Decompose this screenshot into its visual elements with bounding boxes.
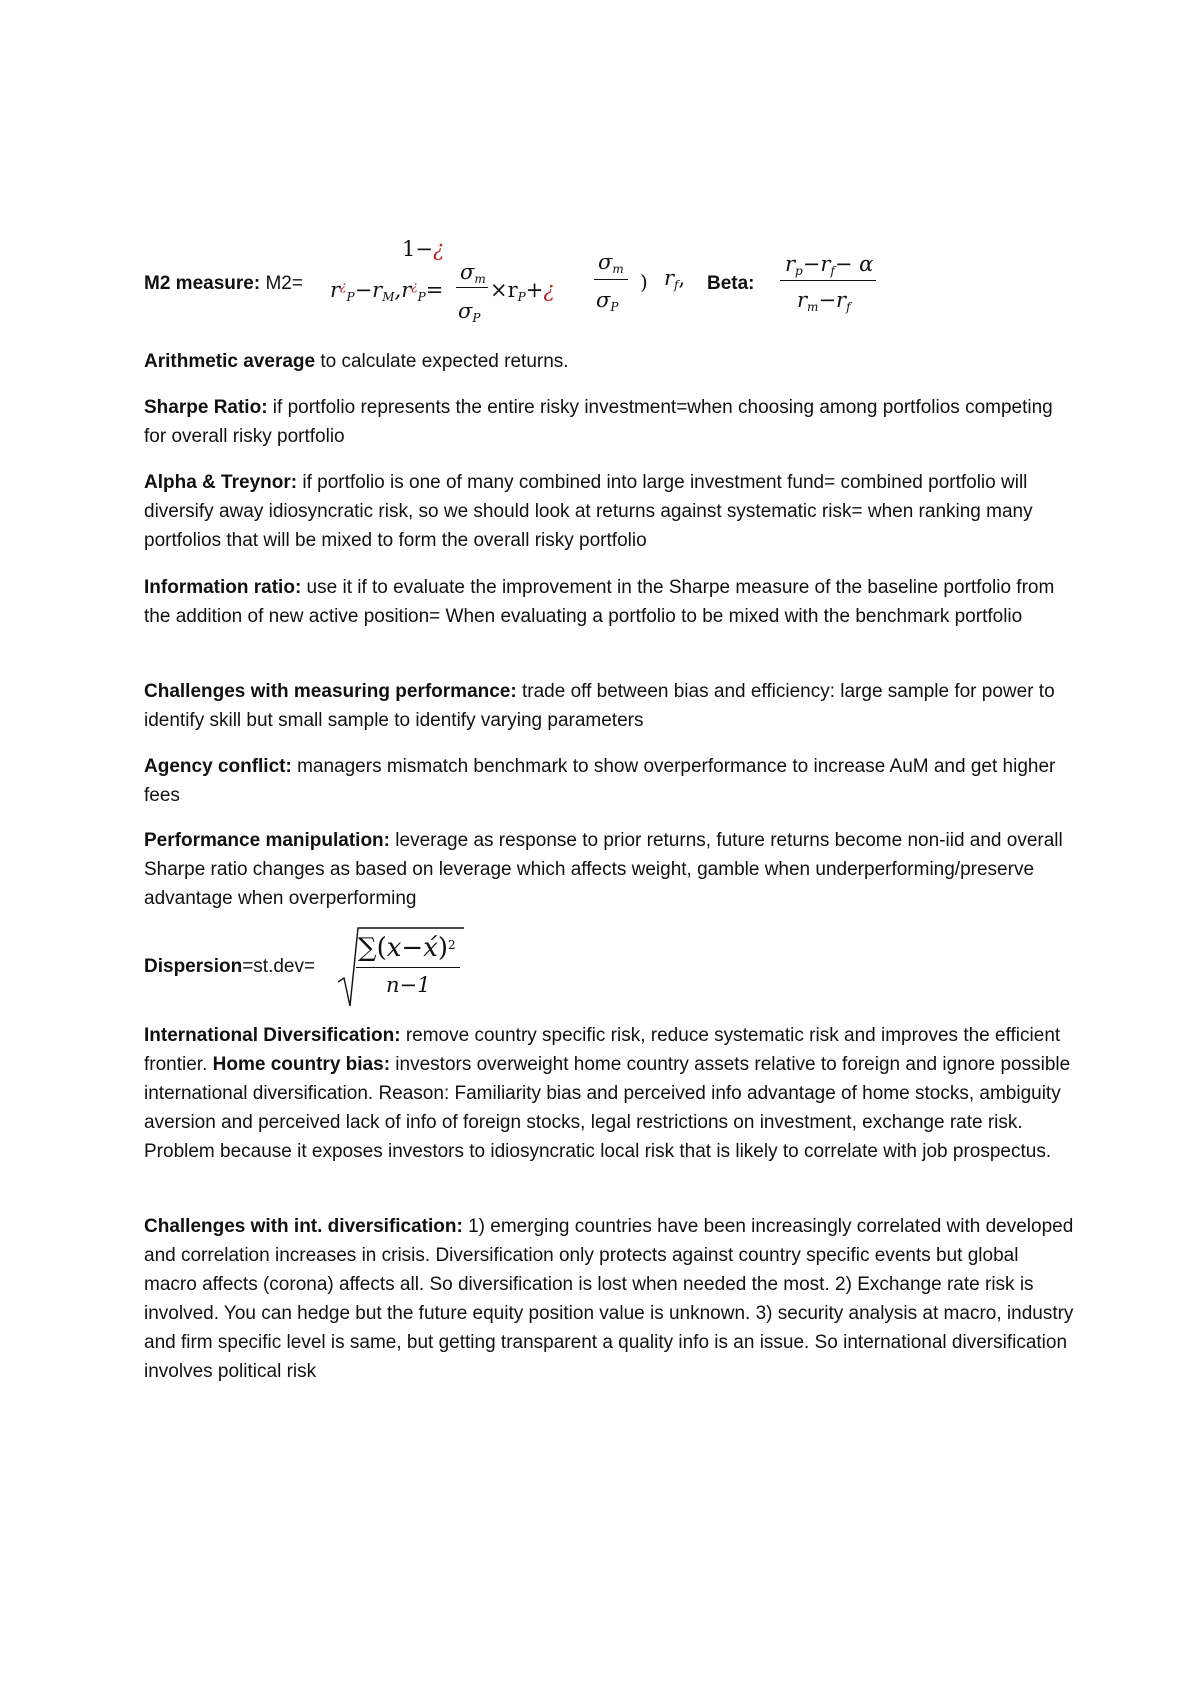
paragraph-international-diversification: International Diversification: remove country specific risk, reduce systematic risk and improves the efficient frontier. Home country bias: investors overweight home country assets relative to foreign and ignore possible international diversification. Reason: Familiarity bias and perceived info advantage of home stocks, ambiguity aversion and perceived lack of info of foreign stocks, legal restrictions on investment, exchange rate risk. Problem because it exposes investors to idiosyncratic local risk that is likely to correlate with job prospectus. <box>144 1025 1071 1162</box>
m2-close-paren: ) <box>640 270 648 294</box>
paragraph-sharpe-ratio: Sharpe Ratio: if portfolio represents the entire risky investment=when choosing among portfolios competing for overall risky portfolio <box>144 397 1053 447</box>
m2-rf: $r_f$, <box>664 266 686 292</box>
beta-numerator: $r_p-r_f- \alpha$ <box>785 252 874 278</box>
paragraph-information-ratio: Information ratio: use it if to evaluate the improvement in the Sharpe measure of the baseline portfolio from the addition of new active position= When evaluating a portfolio to be mixed with the benchmark portfolio <box>144 577 1055 627</box>
m2-fraction1-numerator: $\sigma_m$ <box>460 260 486 286</box>
beta-fraction-bar <box>780 280 876 281</box>
paragraph-alpha-treynor: Alpha & Treynor: if portfolio is one of many combined into large investment fund= combined portfolio will diversify away idiosyncratic risk, so we should look at returns against systematic risk= when ranking many portfolios that will be mixed to form the overall risky portfolio <box>144 472 1033 551</box>
paragraph-agency-conflict: Agency conflict: managers mismatch benchmark to show overperformance to increase AuM and get higher fees <box>144 756 1056 806</box>
m2-fraction1-denominator: $\sigma_P$ <box>458 299 481 325</box>
m2-label: M2 measure: M2= <box>144 273 303 294</box>
beta-denominator: $r_m-r_f$ <box>797 288 851 314</box>
m2-fraction1-bar <box>456 287 488 288</box>
dispersion-numerator: ∑(x−x́)$^2$ <box>358 933 456 963</box>
paragraph-performance-manipulation: Performance manipulation: leverage as response to prior returns, future returns become non-iid and overall Sharpe ratio changes as based on leverage which affects weight, gamble when underperforming/preserve advantage when overperforming <box>144 830 1063 909</box>
dispersion-fraction-bar <box>356 967 460 968</box>
paragraph-challenges-int-diversification: Challenges with int. diversification: 1) emerging countries have been increasingly correlated with developed and correlation increases in crisis. Diversification only protects against country specific events but global macro affects (corona) affects all. So diversification is lost when needed the most. 2) Exchange rate risk is involved. You can hedge but the future equity position value is unknown. 3) security analysis at macro, industry and firm specific level is same, but getting transparent a quality info is an issue. So international diversification involves political risk <box>144 1216 1074 1382</box>
dispersion-label: Dispersion=st.dev= <box>144 956 316 977</box>
paragraph-challenges-measuring: Challenges with measuring performance: trade off between bias and efficiency: large sample for power to identify skill but small sample to identify varying parameters <box>144 681 1055 731</box>
beta-label: Beta: <box>707 273 755 294</box>
m2-times-rp: $\times r_P+¿$ <box>490 278 555 304</box>
m2-fraction2-numerator: $\sigma_m$ <box>598 250 624 276</box>
m2-fraction2-bar <box>594 279 628 280</box>
m2-expression: $r^¿_P-r_M,r^¿_P=$ <box>330 278 444 304</box>
m2-top-term: 1−¿ <box>402 237 445 261</box>
m2-fraction2-denominator: $\sigma_P$ <box>596 288 619 314</box>
dispersion-denominator: n−1 <box>386 973 431 997</box>
paragraph-arithmetic-average: Arithmetic average to calculate expected returns. <box>144 351 569 372</box>
